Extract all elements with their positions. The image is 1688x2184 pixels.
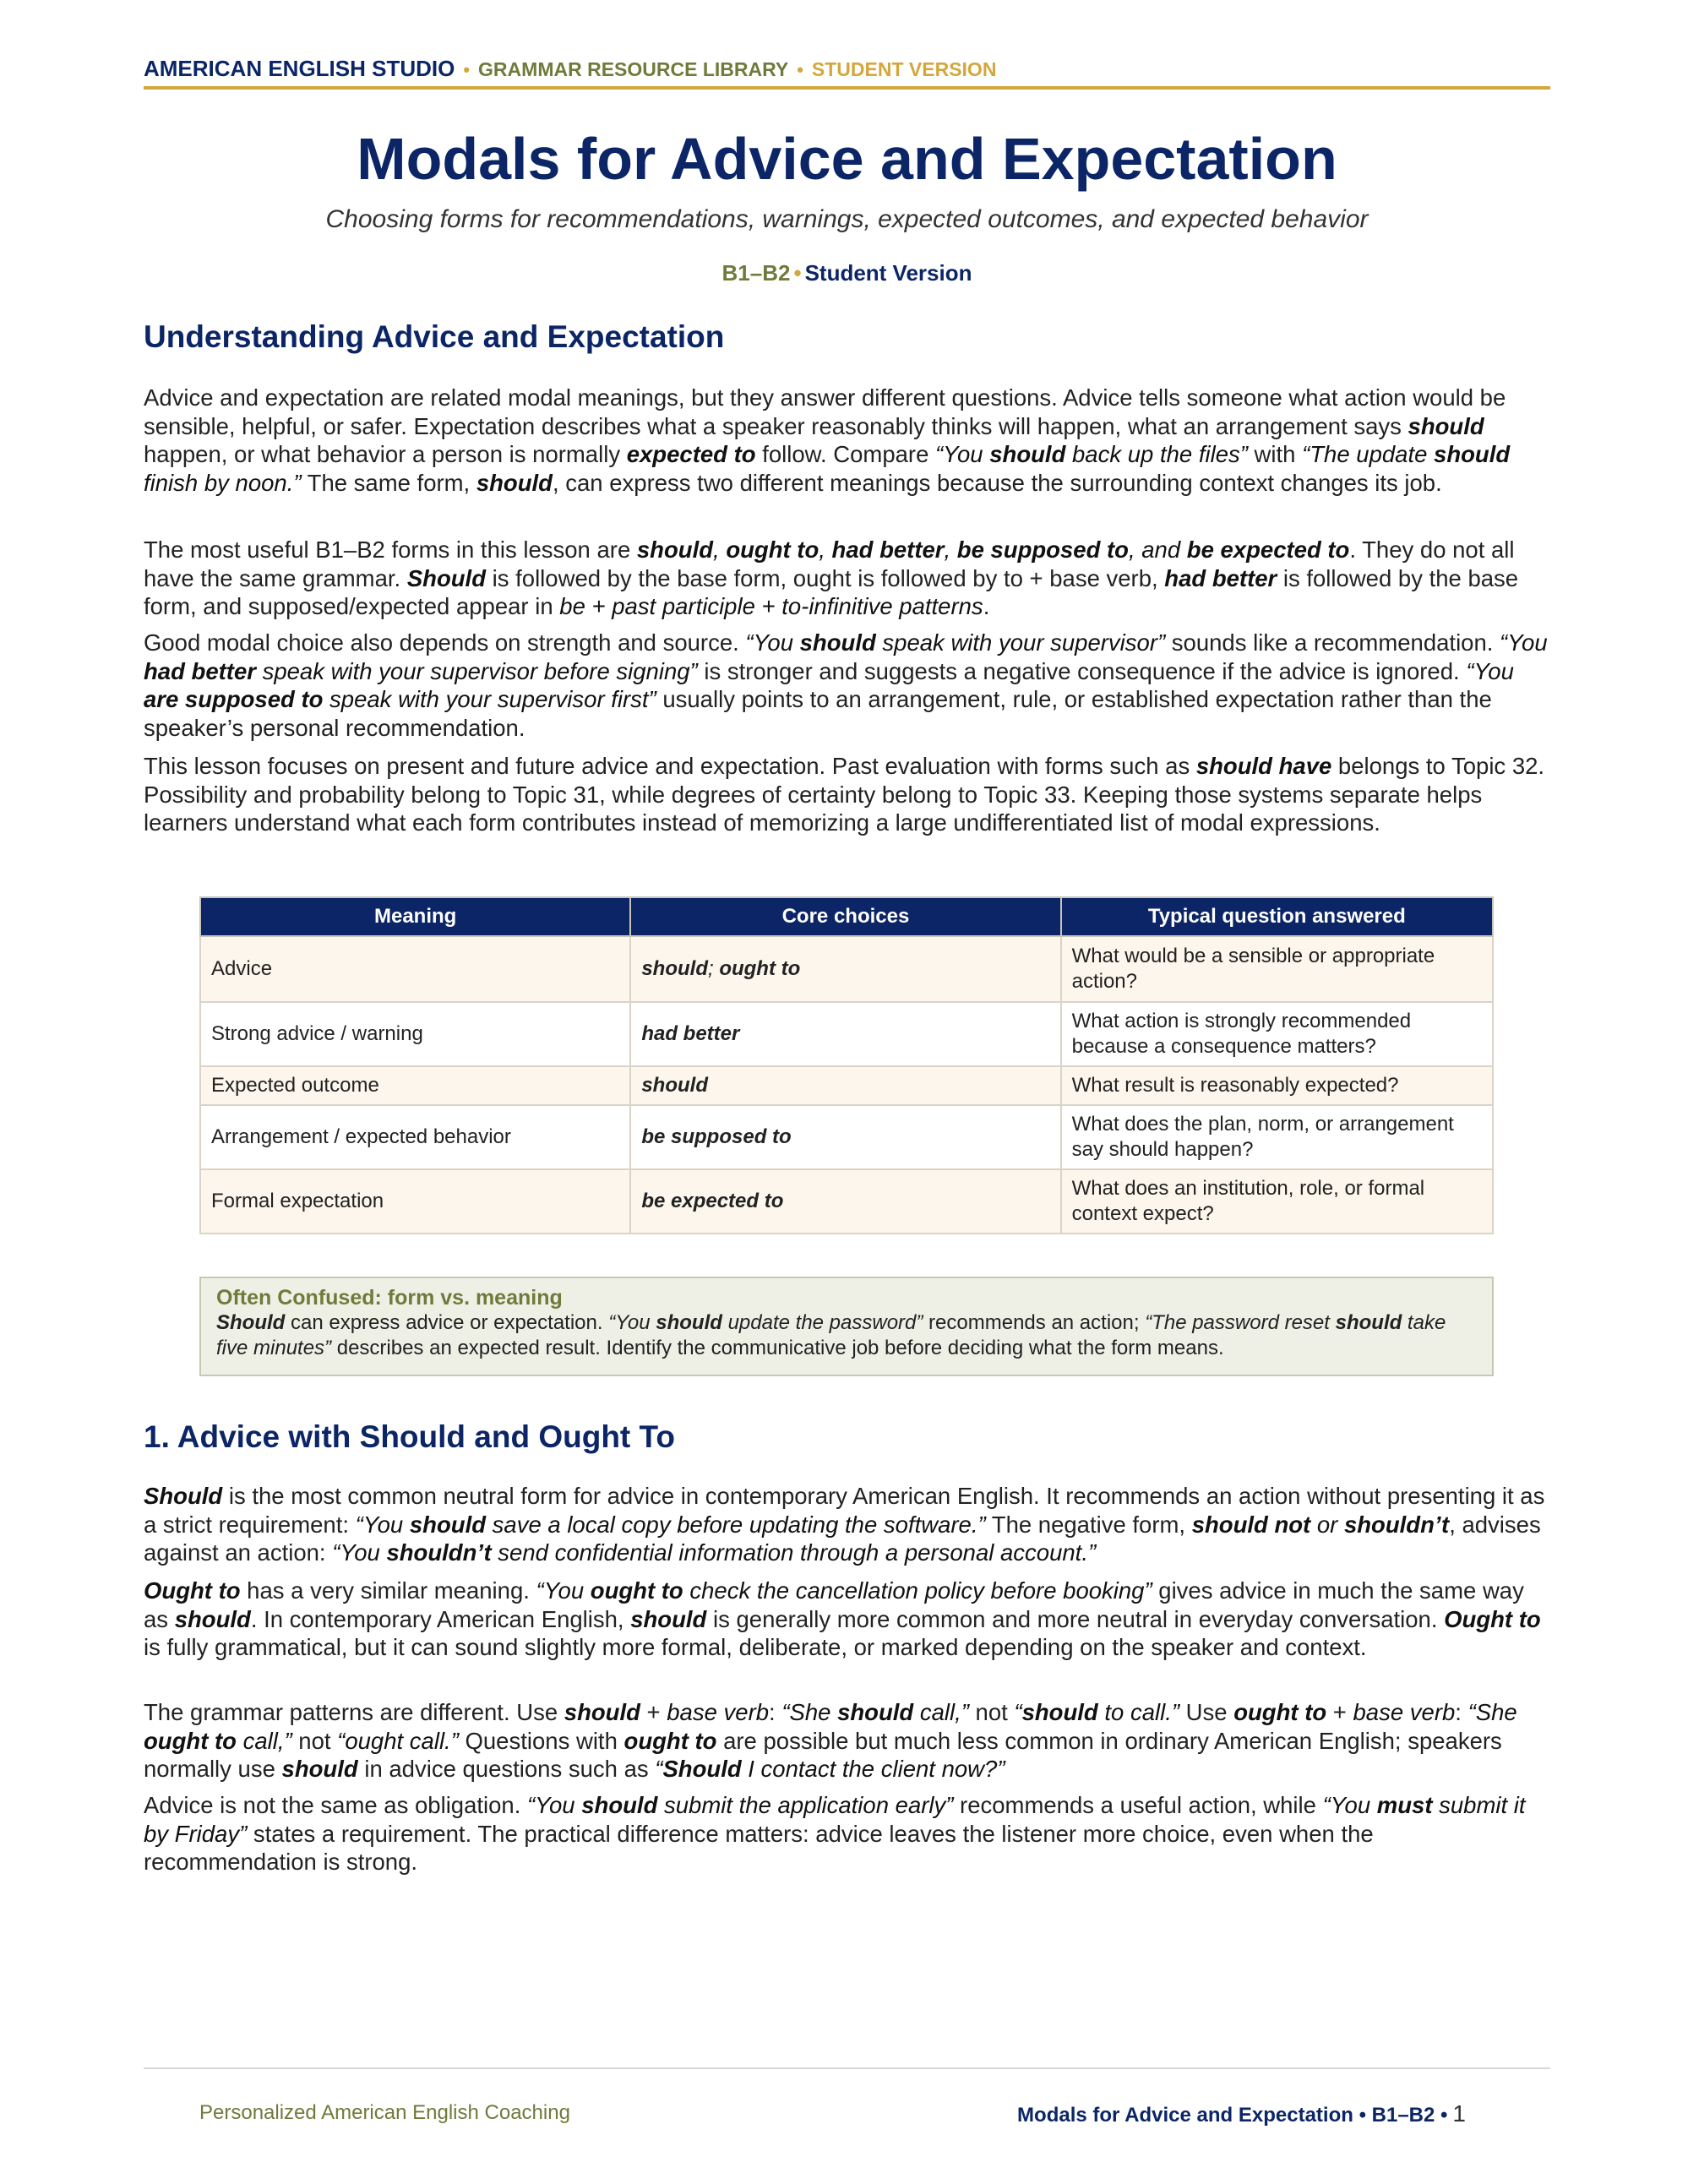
page-header <box>144 56 1550 90</box>
footer-title: Modals for Advice and Expectation • B1–B2 • <box>1017 2104 1448 2127</box>
table-row <box>200 1002 1493 1066</box>
paragraph-intro-2: The most useful B1–B2 forms in this lesson are should, ought to, had better, be supposed to, and be expected to. They do not all have the same grammar. Should is followed by the base form, ought is followed by to + base verb, had better is followed by the base form, and supposed/expected appear in be + past participle + to-infinitive patterns. <box>144 536 1519 619</box>
section-heading-advice: 1. Advice with Should and Ought To <box>144 1419 675 1454</box>
level-code: B1–B2 <box>721 260 791 286</box>
level-line <box>144 260 1550 286</box>
often-confused-callout <box>199 1277 1494 1376</box>
table-row <box>200 1105 1493 1169</box>
section-heading-understanding: Understanding Advice and Expectation <box>144 319 725 354</box>
core-choice: ought to <box>719 957 801 980</box>
column-header-core-choices: Core choices <box>630 897 1060 936</box>
column-header-meaning: Meaning <box>200 897 630 936</box>
table-row <box>200 936 1493 1002</box>
cell-question: What does the plan, norm, or arrangement say should happen? <box>1061 1105 1493 1169</box>
footer-divider <box>144 2067 1550 2069</box>
cell-core-choices: be supposed to <box>630 1105 1060 1169</box>
header-library: GRAMMAR RESOURCE LIBRARY <box>478 58 789 80</box>
cell-meaning: Arrangement / expected behavior <box>200 1105 630 1169</box>
cell-core-choices: should <box>630 1066 1060 1105</box>
header-brand: AMERICAN ENGLISH STUDIO <box>144 56 455 81</box>
cell-meaning: Advice <box>200 936 630 1002</box>
table-header-row <box>200 897 1493 936</box>
cell-meaning: Formal expectation <box>200 1169 630 1234</box>
page-subtitle: Choosing forms for recommendations, warnings, expected outcomes, and expected behavior <box>325 205 1369 233</box>
table-row <box>200 1066 1493 1105</box>
callout-title: Often Confused: form vs. meaning <box>216 1286 563 1310</box>
page-title: Modals for Advice and Expectation <box>357 126 1337 192</box>
cell-core-choices: had better <box>630 1002 1060 1066</box>
cell-meaning: Expected outcome <box>200 1066 630 1105</box>
column-header-question: Typical question answered <box>1061 897 1493 936</box>
paragraph-advice-4: Advice is not the same as obligation. “You should submit the application early” recommends a useful action, while “You must submit it by Friday” states a requirement. The practical difference matters: advice leaves the listener more choice, even when the recommendation is strong. <box>144 1792 1526 1875</box>
paragraph-intro-4: This lesson focuses on present and future advice and expectation. Past evaluation with forms such as should have belongs to Topic 32. Possibility and probability belong to Topic 31, while degrees of certainty belong to Topic 33. Keeping those systems separate helps learners understand what each form contributes instead of memorizing a large undifferentiated list of modal expressions. <box>144 753 1545 836</box>
level-label: Student Version <box>804 260 972 286</box>
footer-running-title <box>1017 2100 1466 2127</box>
callout-body: Should can express advice or expectation. “You should update the password” recommends an action; “The password reset should take five minutes” describes an expected result. Identify the communicative job before deciding what the form means. <box>216 1311 1446 1359</box>
cell-question: What would be a sensible or appropriate action? <box>1061 936 1493 1002</box>
cell-meaning: Strong advice / warning <box>200 1002 630 1066</box>
core-separator: ; <box>707 957 720 980</box>
header-separator: • <box>797 59 803 80</box>
footer-coaching-label: Personalized American English Coaching <box>199 2101 570 2124</box>
page-number: 1 <box>1452 2100 1466 2127</box>
paragraph-advice-3: The grammar patterns are different. Use should + base verb: “She should call,” not “should to call.” Use ought to + base verb: “She ought to call,” not “ought call.” Questions with ought to are possible but much less common in ordinary American English; speakers normally use should in advice questions such as “Should I contact the client now?” <box>144 1699 1517 1782</box>
paragraph-advice-2: Ought to has a very similar meaning. “You ought to check the cancellation policy before booking” gives advice in much the same way as should. In contemporary American English, should is generally more common and more neutral in everyday conversation. Ought to is fully grammatical, but it can sound slightly more formal, deliberate, or marked depending on the speaker and context. <box>144 1577 1541 1660</box>
paragraph-intro-3: Good modal choice also depends on strength and source. “You should speak with your supervisor” sounds like a recommendation. “You had better speak with your supervisor before signing” is stronger and suggests a negative consequence if the advice is ignored. “You are supposed to speak with your supervisor first” usually points to an arrangement, rule, or established expectation rather than the speaker’s personal recommendation. <box>144 629 1548 741</box>
paragraph-intro-1: Advice and expectation are related modal meanings, but they answer different questions. Advice tells someone what action would be sensible, helpful, or safer. Expectation describes what a speaker reasonably thinks will happen, what an arrangement says should happen, or what behavior a person is normally expected to follow. Compare “You should back up the files” with “The update should finish by noon.” The same form, should, can express two different meanings because the surrounding context changes its job. <box>144 384 1511 496</box>
cell-question: What result is reasonably expected? <box>1061 1066 1493 1105</box>
cell-core-choices: be expected to <box>630 1169 1060 1234</box>
header-version: STUDENT VERSION <box>811 58 997 80</box>
cell-question: What action is strongly recommended because a consequence matters? <box>1061 1002 1493 1066</box>
level-separator: • <box>793 260 802 286</box>
core-choice: should <box>641 957 708 980</box>
header-separator: • <box>463 59 471 80</box>
modal-summary-table <box>199 896 1494 1234</box>
paragraph-advice-1: Should is the most common neutral form for advice in contemporary American English. It recommends an action without presenting it as a strict requirement: “You should save a local copy before updating the software.” The negative form, should not or shouldn’t, advises against an action: “You shouldn’t send confidential information through a personal account.” <box>144 1483 1545 1566</box>
cell-question: What does an institution, role, or formal context expect? <box>1061 1169 1493 1234</box>
table-row <box>200 1169 1493 1234</box>
cell-core-choices <box>630 936 1060 1002</box>
